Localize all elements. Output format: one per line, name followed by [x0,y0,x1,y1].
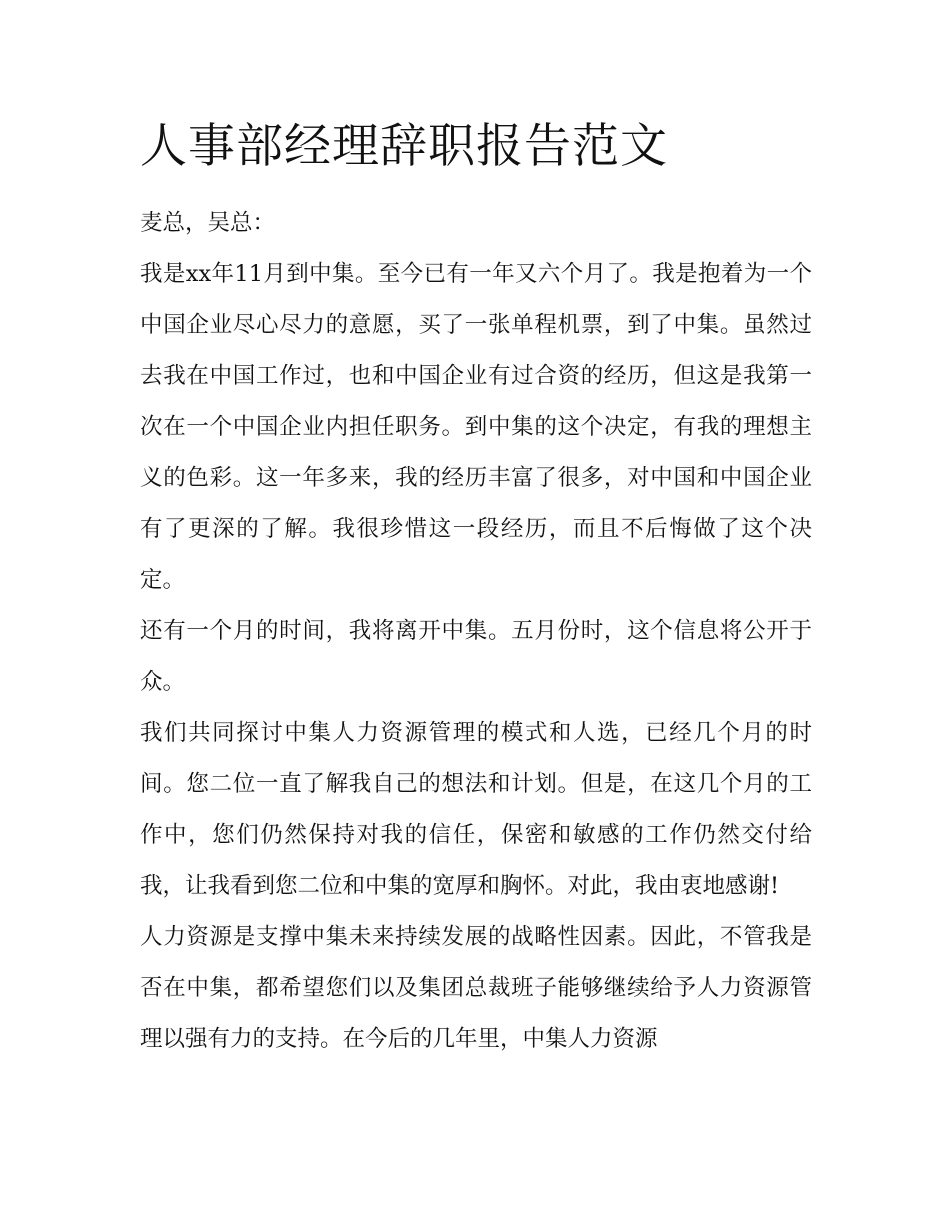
paragraph-3: 我们共同探讨中集人力资源管理的模式和人选，已经几个月的时间。您二位一直了解我自己的想法和计划。但是，在这几个月的工作中，您们仍然保持对我的信任，保密和敏感的工作仍然交付给我，让我看到您二位和中集的宽厚和胸怀。对此，我由衷地感谢! [140,720,812,899]
paragraph-4: 人力资源是支撑中集未来持续发展的战略性因素。因此，不管我是否在中集，都希望您们以及集团总裁班子能够继续给予人力资源管理以强有力的支持。在今后的几年里，中集人力资源 [140,924,812,1052]
document-body [140,198,812,1065]
salutation: 麦总，吴总： [140,210,276,236]
paragraph-2: 还有一个月的时间，我将离开中集。五月份时，这个信息将公开于众。 [140,618,812,695]
paragraph-1: 我是xx年11月到中集。至今已有一年又六个月了。我是抱着为一个中国企业尽心尽力的意愿，买了一张单程机票，到了中集。虽然过去我在中国工作过，也和中国企业有过合资的经历，但这是我第一次在一个中国企业内担任职务。到中集的这个决定，有我的理想主义的色彩。这一年多来，我的经历丰富了很多，对中国和中国企业有了更深的了解。我很珍惜这一段经历，而且不后悔做了这个决定。 [140,261,812,593]
document-title: 人事部经理辞职报告范文 [140,119,668,174]
